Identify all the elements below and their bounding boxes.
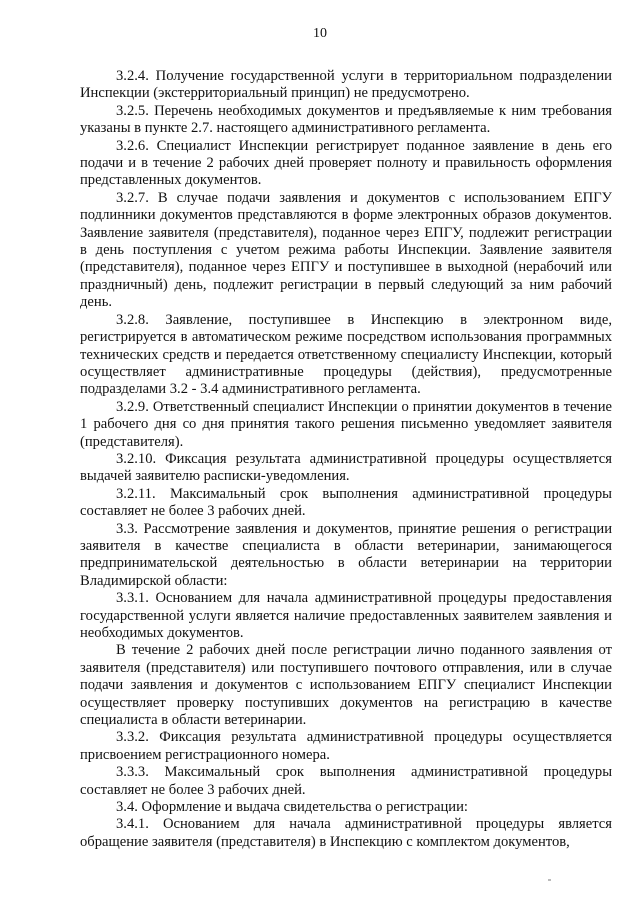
paragraph-3-2-10: 3.2.10. Фиксация результата административной процедуры осуществляется выдачей заявителю расписки-уведомления. xyxy=(80,450,612,485)
page-number: 10 xyxy=(313,26,327,41)
paragraph-3-2-7: 3.2.7. В случае подачи заявления и документов с использованием ЕПГУ подлинники документов представляются в форме электронных образов документов. Заявление заявителя (представителя), поданное через ЕПГУ, подлежит регистрации в день поступления с учетом режима работы Инспекции. Заявление заявителя (представителя), поданное через ЕПГУ и поступившее в выходной (нерабочий или праздничный) день, подлежит регистрации в первый следующий за ним рабочий день. xyxy=(80,189,612,311)
paragraph-3-4: 3.4. Оформление и выдача свидетельства о регистрации: xyxy=(116,799,468,816)
paragraph-3-4-1: 3.4.1. Основанием для начала административной процедуры является обращение заявителя (представителя) в Инспекцию с комплектом документов, xyxy=(80,816,612,850)
paragraph-3-2-8: 3.2.8. Заявление, поступившее в Инспекцию в электронном виде, регистрируется в автоматическом режиме посредством использования программных технических средств и передается ответственному специалисту Инспекции, который осуществляет административные процедуры (действия), предусмотренные подразделами 3.2 - 3.4 административного регламента. xyxy=(80,311,612,398)
paragraph-3-3-1-continued: В течение 2 рабочих дней после регистрации лично поданного заявления от заявителя (представителя) или поступившего почтового отправления, или в случае подачи заявления и документов с использованием ЕПГУ специалист Инспекции осуществляет проверку поступивших документов на регистрацию в качестве специалиста в области ветеринарии. xyxy=(80,642,612,729)
paragraph-3-3-3: 3.3.3. Максимальный срок выполнения административной процедуры составляет не более 3 рабочих дней. xyxy=(80,764,612,798)
paragraph-3-2-4: 3.2.4. Получение государственной услуги в территориальном подразделении Инспекции (экстерриториальный принцип) не предусмотрено. xyxy=(80,68,612,102)
paragraph-3-2-11: 3.2.11. Максимальный срок выполнения административной процедуры составляет не более 3 рабочих дней. xyxy=(80,485,612,520)
paragraph-3-3-1: 3.3.1. Основанием для начала административной процедуры предоставления государственной услуги является наличие предоставленных заявителем заявления и необходимых документов. xyxy=(80,590,612,641)
paragraph-3-3: 3.3. Рассмотрение заявления и документов, принятие решения о регистрации заявителя в качестве специалиста в области ветеринарии, занимающегося предпринимательской деятельностью в области ветеринарии на территории Владимирской области: xyxy=(80,520,612,589)
document-body xyxy=(80,68,612,851)
paragraph-3-2-5: 3.2.5. Перечень необходимых документов и предъявляемые к ним требования указаны в пункте 2.7. настоящего административного регламента. xyxy=(80,102,612,137)
scan-speck xyxy=(548,879,551,881)
paragraph-3-2-6: 3.2.6. Специалист Инспекции регистрирует поданное заявление в день его подачи и в течение 2 рабочих дней проверяет полноту и правильность оформления представленных документов. xyxy=(80,137,612,189)
paragraph-3-3-2: 3.3.2. Фиксация результата административной процедуры осуществляется присвоением регистрационного номера. xyxy=(80,729,612,763)
paragraph-3-2-9: 3.2.9. Ответственный специалист Инспекции о принятии документов в течение 1 рабочего дня со дня принятия такого решения письменно уведомляет заявителя (представителя). xyxy=(80,398,612,450)
